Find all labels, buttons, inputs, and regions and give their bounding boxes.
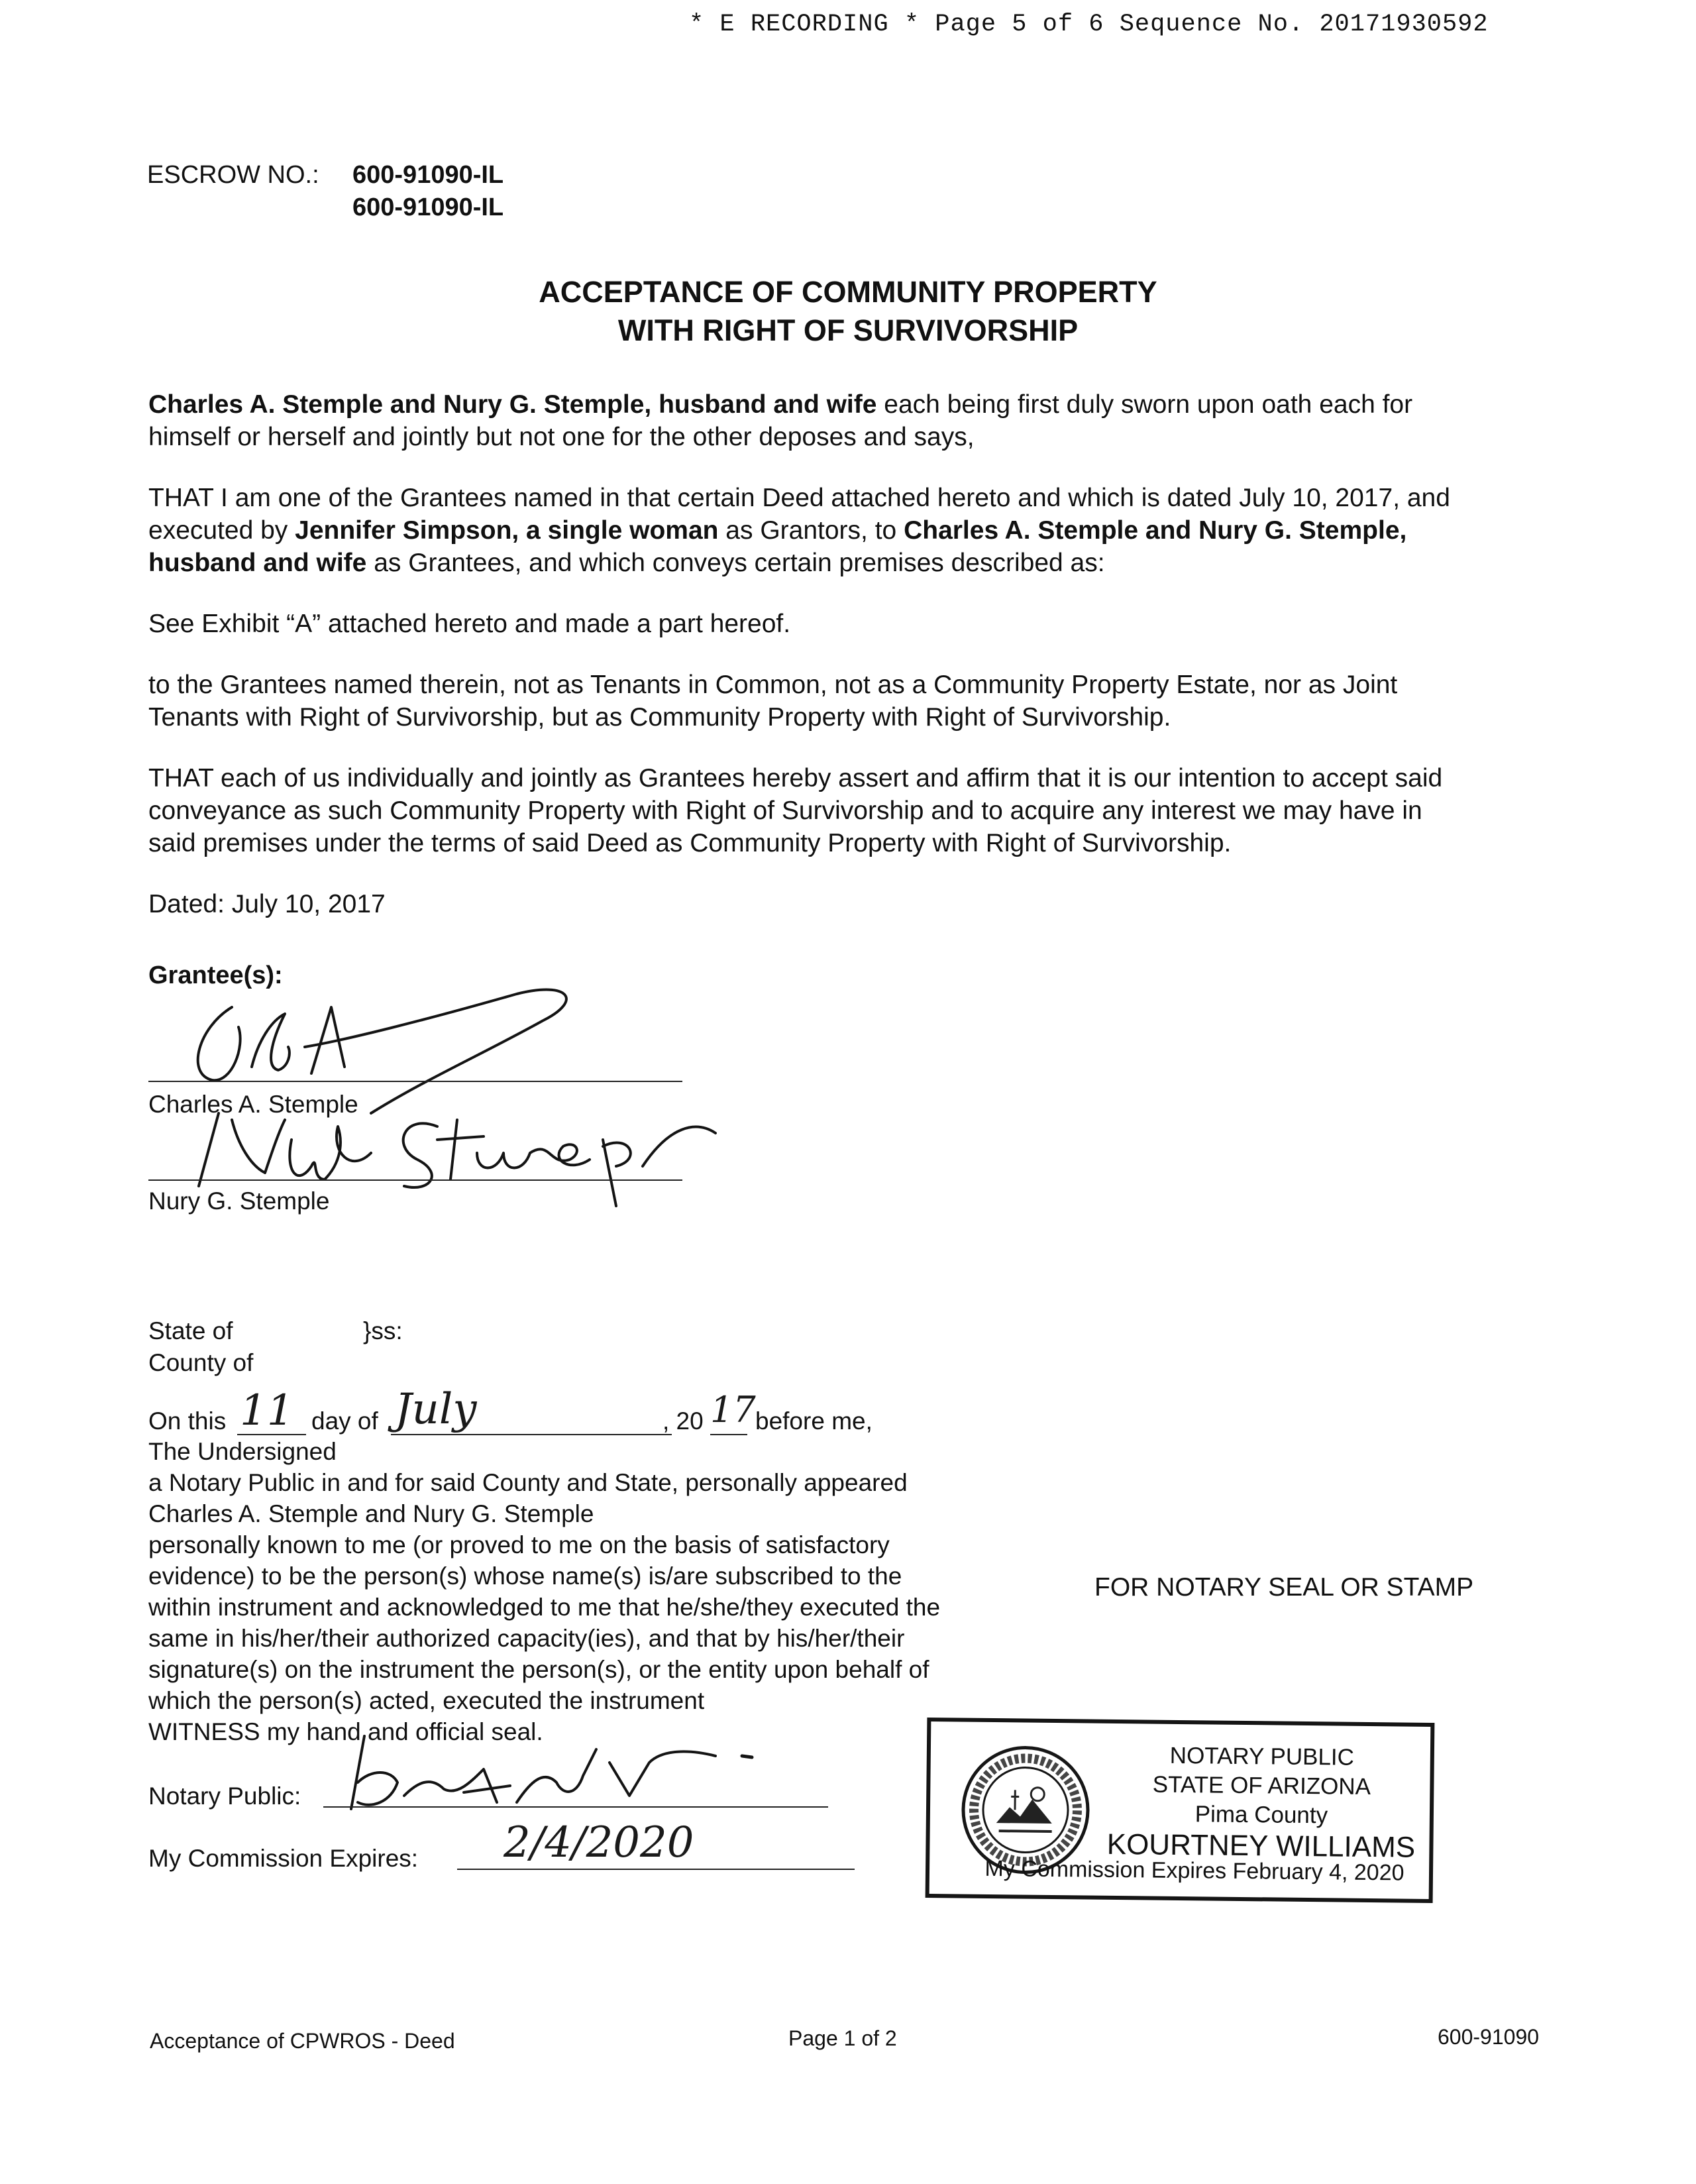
notary-seal-label: FOR NOTARY SEAL OR STAMP (1094, 1573, 1474, 1602)
recording-banner: * E RECORDING * Page 5 of 6 Sequence No. 20171930592 (689, 11, 1489, 38)
title-line: WITH RIGHT OF SURVIVORSHIP (617, 313, 1079, 347)
ack-day-of: day of (311, 1407, 378, 1435)
fill-line (710, 1434, 747, 1435)
body-paragraphs (148, 388, 1553, 920)
ack-year-value: 17 (710, 1389, 756, 1431)
commission-expires-value: 2/4/2020 (504, 1818, 694, 1867)
paragraph-2: THAT I am one of the Grantees named in that certain Deed attached hereto and which is dated July 10, 2017, and executed by Jennifer Simpson, a single woman as Grantors, to Charles A. Stemple and Nury G. Stemple, husband and wife as Grantees, and which conveys certain premises described as: (148, 484, 1450, 577)
grantee-name-label: Charles A. Stemple (148, 1091, 358, 1118)
grantees-label: Grantee(s): (148, 961, 283, 989)
ack-year-prefix: , 20 (662, 1407, 704, 1435)
grantee-names: Charles A. Stemple and Nury G. Stemple, husband and wife (148, 390, 877, 419)
notary-stamp (926, 1718, 1435, 1903)
paragraph-4: to the Grantees named therein, not as Tenants in Common, not as a Community Property Estate, nor as Joint Tenants with Right of Survivorship, but as Community Property with Right of Survivorship. (148, 671, 1398, 732)
paragraph-5: THAT each of us individually and jointly as Grantees hereby assert and affirm that it is our intention to accept said conveyance as such Community Property with Right of Survivorship and to acquire any interest we may have in said premises under the terms of said Deed as Community Property with Right of Survivorship. (148, 764, 1443, 857)
paragraph-1: Charles A. Stemple and Nury G. Stemple, husband and wife each being first duly sworn upon oath each for himself or herself and jointly but not one for the other deposes and says, (148, 390, 1413, 451)
ack-on-this: On this (148, 1407, 227, 1435)
venue-state: State of (148, 1317, 233, 1344)
notary-public-label: Notary Public: (148, 1782, 301, 1810)
document-title (0, 273, 1696, 350)
escrow-number: 600-91090-IL (352, 161, 504, 189)
ack-day-value: 11 (240, 1386, 294, 1435)
stamp-text: NOTARY PUBLIC STATE OF ARIZONA Pima County KOURTNEY WILLIAMS (1095, 1741, 1428, 1865)
ack-month-value: July (395, 1385, 477, 1434)
grantee-name-label: Nury G. Stemple (148, 1187, 330, 1215)
paragraph-3: See Exhibit “A” attached hereto and made a part hereof. (148, 610, 791, 638)
commission-expires-label: My Commission Expires: (148, 1845, 419, 1872)
ack-before-me: before me, (755, 1407, 873, 1435)
escrow-number: 600-91090-IL (352, 193, 504, 221)
stamp-expiry: My Commission Expires February 4, 2020 (984, 1855, 1404, 1886)
notary-signature-icon (318, 1710, 795, 1822)
escrow-label: ESCROW NO.: (147, 161, 319, 189)
signature-line (323, 1806, 828, 1808)
signature-line (457, 1869, 855, 1870)
fill-line (237, 1434, 306, 1435)
title-line: ACCEPTANCE OF COMMUNITY PROPERTY (539, 275, 1157, 309)
signature-line (148, 1081, 682, 1082)
venue-county: County of (148, 1349, 254, 1376)
fill-line (391, 1434, 672, 1435)
footer-right: 600-91090 (1438, 2025, 1540, 2049)
venue-ss: }ss: (363, 1317, 403, 1344)
grantor-name: Jennifer Simpson, a single woman (295, 516, 719, 545)
dated-line: Dated: July 10, 2017 (148, 890, 386, 918)
footer-left: Acceptance of CPWROS - Deed (150, 2029, 455, 2053)
footer-page-number: Page 1 of 2 (788, 2026, 897, 2050)
acknowledgment-text: The Undersigned a Notary Public in and for said County and State, personally appeared Charles A. Stemple and Nury G. Stemple personally known to me (or proved to me on the basis of satisfactory evidence) to be the person(s) whose name(s) is/are subscribed to the within instrument and acknowledged to me that he/she/they executed the same in his/her/their authorized capacity(ies), and that by his/her/their signature(s) on the instrument the person(s), or the entity upon behalf of which the person(s) acted, executed the instrument WITNESS my hand and official seal. (148, 1438, 941, 1745)
stamp-notary-name: KOURTNEY WILLIAMS (1106, 1828, 1416, 1864)
signature-line (148, 1179, 682, 1181)
